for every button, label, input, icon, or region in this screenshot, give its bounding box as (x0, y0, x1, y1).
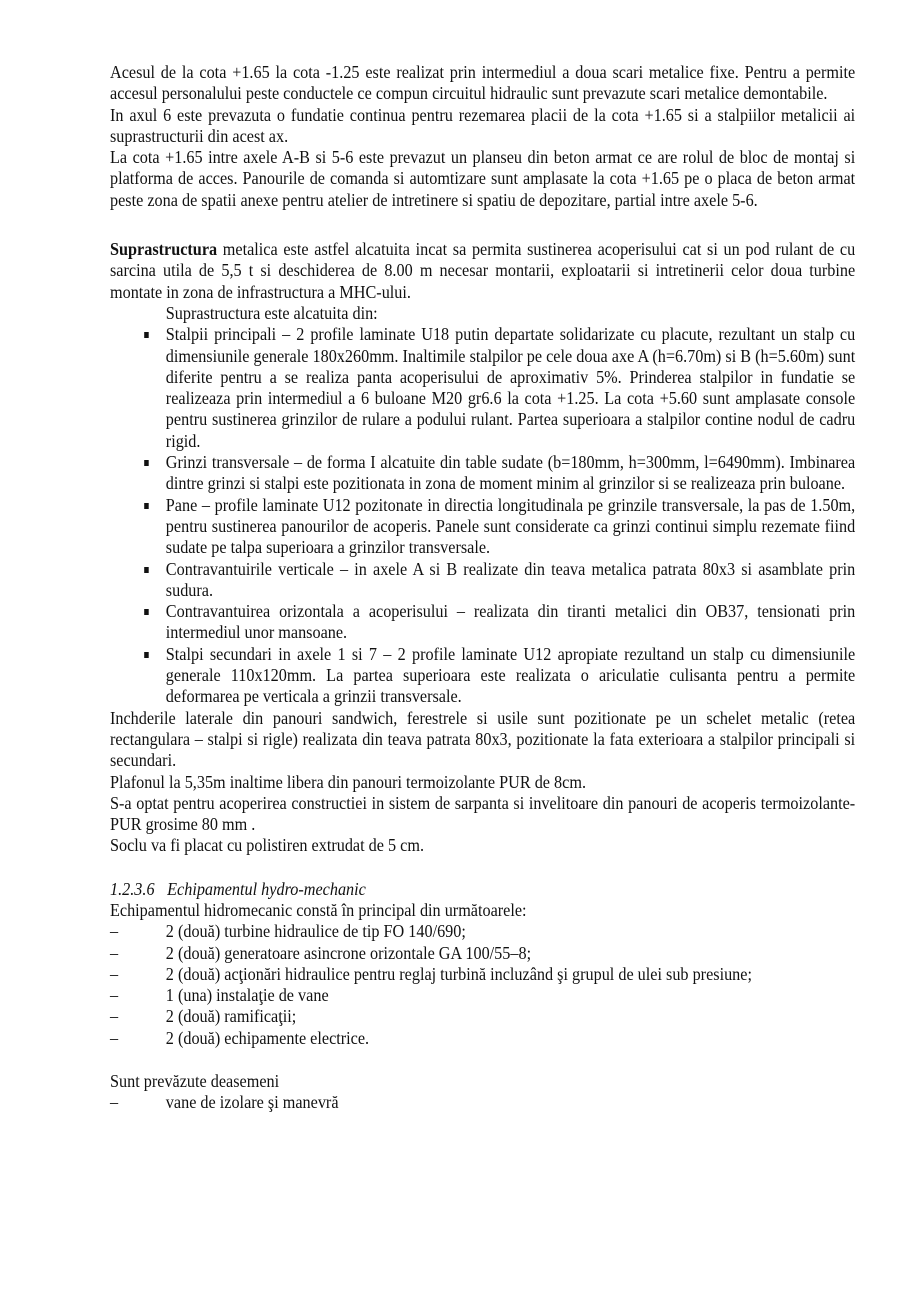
list-item: Stalpi secundari in axele 1 si 7 – 2 profile laminate U12 apropiate rezultand un stalp cu dimensiunile generale 110x120mm. La partea superioara este realizata o ariculatie culisanta pentru a permite deformarea pe verticala a grinzii transversale. (110, 644, 855, 708)
section-intro: Echipamentul hidromecanic constă în principal din următoarele: (110, 899, 527, 920)
section-heading: 1.2.3.6 Echipamentul hydro-mechanic (110, 878, 366, 899)
list-item: – 1 (una) instalaţie de vane (110, 985, 329, 1006)
list-item: Contravantuirile verticale – in axele A si B realizate din teava metalica patrata 80x3 si asamblate prin sudura. (110, 559, 855, 602)
list-item: Pane – profile laminate U12 pozitonate in directia longitudinala pe grinzile transversale, la pas de 1.50m, pentru sustinerea panourilor de acoperis. Panele sunt considerate ca grinzi continui simplu rezemate fiind sudate pe talpa superioara a grinzilor transversale. (110, 495, 855, 559)
list-item: – 2 (două) ramificaţii; (110, 1006, 297, 1027)
list-item: – 2 (două) echipamente electrice. (110, 1027, 370, 1048)
paragraph-access: Acesul de la cota +1.65 la cota -1.25 este realizat prin intermediul a doua scari metalice fixe. Pentru a permite accesul personalului peste conductele ce compun circuitul hidraulic sunt prevazute scari metalice demontabile. (110, 62, 856, 104)
list-item: – 2 (două) generatoare asincrone orizontale GA 100/55–8; (110, 942, 532, 963)
superstructure-list (110, 324, 855, 707)
paragraph-plinth: Soclu va fi placat cu polistiren extrudat de 5 cm. (110, 835, 425, 856)
equipment-list (110, 921, 855, 1049)
also-intro: Sunt prevăzute deasemeni (110, 1071, 280, 1092)
list-item: – 2 (două) acţionări hidraulice pentru reglaj turbină incluzând şi grupul de ulei sub presiune; (110, 963, 752, 984)
paragraph-axis-6: In axul 6 este prevazuta o fundatie continua pentru rezemarea placii de la cota +1.65 si a stalpiilor metalicii ai suprastructurii din acest ax. (110, 104, 856, 146)
list-item: Stalpii principali – 2 profile laminate U18 putin departate solidarizate cu placute, rezultant un stalp cu dimensiunile generale 180x260mm. Inaltimile stalpilor pe cele doua axe A (h=6.70m) si B (h=5.60m) sunt diferite pentru a se realiza panta acoperisului de aproximativ 5%. Prinderea stalpilor in fundatie se realizeaza prin intermediul a 6 buloane M20 gr6.6 la cota +1.25. La cota +5.60 sunt amplasate console pentru sustinerea grinzilor de rulare a podului rulant. Partea superioara a stalpilor contine nodul de cadru rigid. (110, 324, 855, 452)
document-page (110, 62, 855, 1114)
superstructure-term: Suprastructura (110, 239, 218, 260)
list-item: Grinzi transversale – de forma I alcatuite din table sudate (b=180mm, h=300mm, l=6490mm). Imbinarea dintre grinzi si stalpi este pozitionata in zona de moment minim al grinzilor si se realizeaza prin buloane. (110, 452, 855, 495)
list-item: Contravantuirea orizontala a acoperisului – realizata din tiranti metalici din OB37, tensionati prin intermediul unor mansoane. (110, 601, 855, 644)
paragraph-roof: S-a optat pentru acoperirea constructiei in sistem de sarpanta si invelitoare din panouri de acoperis termoizolante-PUR grosime 80 mm . (110, 792, 856, 835)
paragraph-slab: La cota +1.65 intre axele A-B si 5-6 este prevazut un planseu din beton armat ce are rolul de bloc de montaj si platforma de acces. Panourile de comanda si automtizare sunt amplasate la cota +1.65 pe o placa de beton armat peste zona de spatii anexe pentru atelier de intretinere si spatiu de depozitare, partial intre axele 5-6. (110, 147, 856, 210)
paragraph-ceiling: Plafonul la 5,35m inaltime libera din panouri termoizolante PUR de 8cm. (110, 771, 587, 792)
also-list (110, 1092, 855, 1113)
paragraph-enclosures: Inchderile laterale din panouri sandwich, ferestrele si usile sunt pozitionate pe un schelet metalic (retea rectangulara – stalpi si rigle) realizata din teava patrata 80x3, pozitionate la fata exterioara a stalpilor principali si secundari. (110, 707, 856, 771)
list-item: – vane de izolare şi manevră (110, 1092, 339, 1113)
list-item: – 2 (două) turbine hidraulice de tip FO 140/690; (110, 921, 466, 942)
superstructure-intro: Suprastructura este alcatuita din: (165, 302, 378, 323)
paragraph-superstructure: Suprastructura metalica este astfel alcatuita incat sa permita sustinerea acoperisului cat si un pod rulant de cu sarcina utila de 5,5 t si deschiderea de 8.00 m necesar montarii, exploatarii si intretinerii celor doua turbine montate in zona de infrastructura a MHC-ului. (110, 239, 856, 302)
